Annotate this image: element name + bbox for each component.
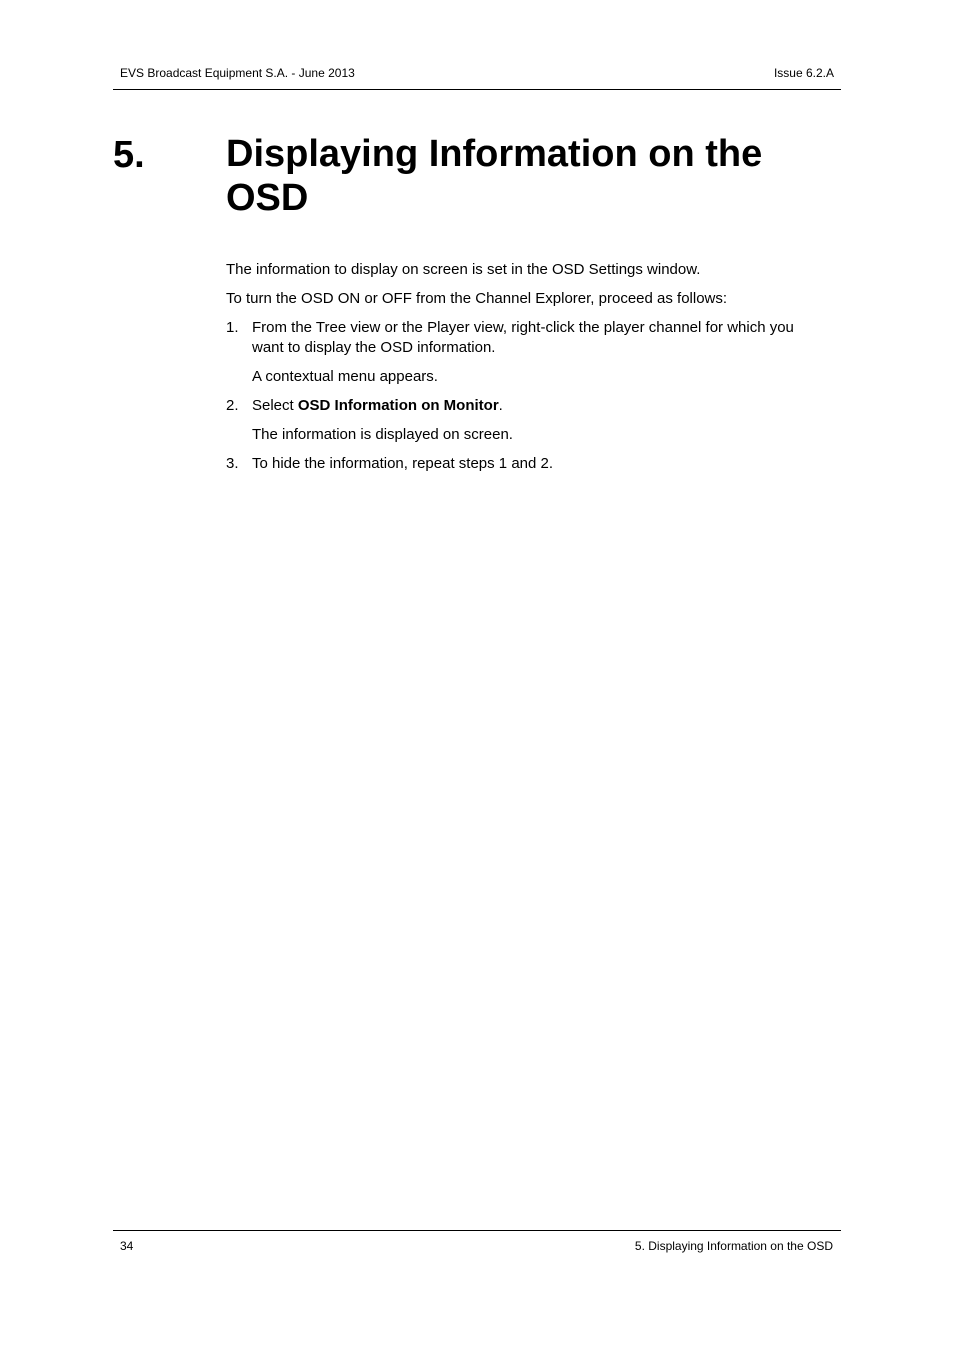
step-number: 2. — [226, 397, 239, 414]
step-text: From the Tree view or the Player view, right-click the player channel for which you want to display the OSD information. — [252, 319, 794, 356]
page-header — [113, 62, 841, 90]
step-text — [252, 396, 822, 416]
menu-item-name: OSD Information on Monitor — [297, 397, 499, 414]
intro-paragraph-2: To turn the OSD ON or OFF from the Channel Explorer, proceed as follows: — [226, 290, 728, 307]
step-text: To hide the information, repeat steps 1 and 2. — [252, 455, 554, 472]
page-number: 34 — [120, 1239, 134, 1253]
step-text-prefix: Select — [252, 397, 298, 414]
page-footer — [113, 1230, 841, 1256]
chapter-title: Displaying Information on the OSD — [226, 133, 763, 219]
footer-section-title: 5. Displaying Information on the OSD — [634, 1239, 833, 1253]
step-number: 3. — [226, 455, 239, 472]
chapter-number: 5. — [113, 134, 145, 176]
header-publisher-date: EVS Broadcast Equipment S.A. - June 2013 — [120, 66, 355, 80]
step-text-suffix: . — [498, 397, 503, 414]
step-2-result: The information is displayed on screen. — [252, 426, 513, 443]
intro-paragraph-1: The information to display on screen is set in the OSD Settings window. — [226, 261, 701, 278]
step-number: 1. — [226, 319, 239, 336]
header-issue: Issue 6.2.A — [773, 66, 834, 80]
step-1-result: A contextual menu appears. — [252, 368, 438, 385]
